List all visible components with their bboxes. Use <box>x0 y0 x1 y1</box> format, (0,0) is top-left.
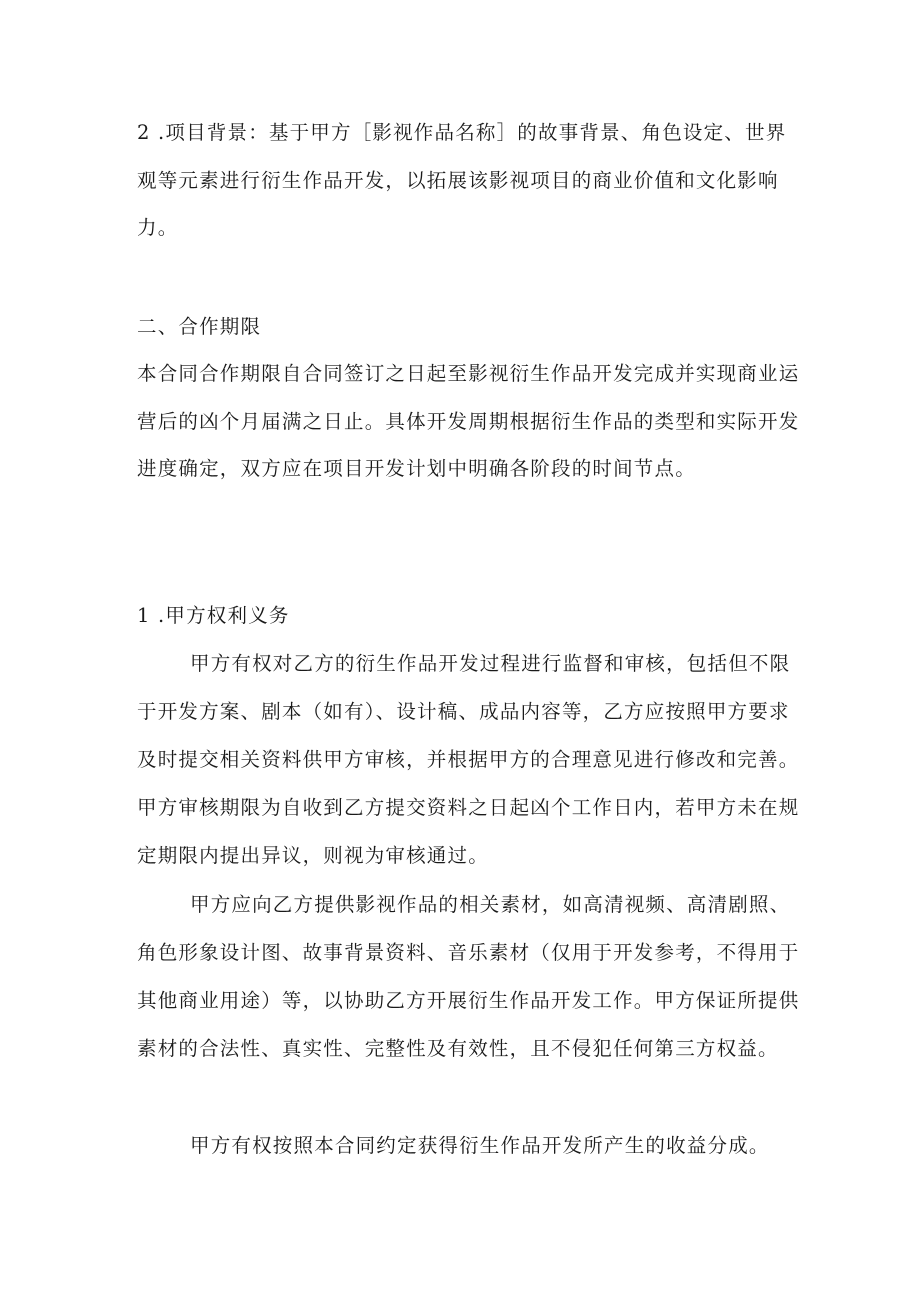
party-a-p1-line-5: 定期限内提出异议，则视为审核通过。 <box>137 844 489 867</box>
party-a-p2-line-1: 甲方应向乙方提供影视作品的相关素材，如高清视频、高清剧照、 <box>190 893 791 916</box>
party-a-heading: 1 .甲方权利义务 <box>137 604 290 627</box>
term-line-2: 营后的凶个月届满之日止。具体开发周期根据衍生作品的类型和实际开发 <box>137 410 800 433</box>
party-a-p2-line-2: 角色形象设计图、故事背景资料、音乐素材（仅用于开发参考，不得用于 <box>137 941 800 964</box>
background-line-1: 2 .项目背景：基于甲方［影视作品名称］的故事背景、角色设定、世界 <box>137 121 787 144</box>
party-a-p1-line-4: 甲方审核期限为自收到乙方提交资料之日起凶个工作日内，若甲方未在规 <box>137 796 800 819</box>
party-a-p1-line-2: 于开发方案、剧本（如有）、设计稿、成品内容等，乙方应按照甲方要求 <box>137 700 790 723</box>
party-a-p1-line-1: 甲方有权对乙方的衍生作品开发过程进行监督和审核，包括但不限 <box>190 652 791 675</box>
term-line-3: 进度确定，双方应在项目开发计划中明确各阶段的时间节点。 <box>137 457 696 480</box>
background-line-2: 观等元素进行衍生作品开发，以拓展该影视项目的商业价值和文化影响 <box>137 169 779 192</box>
section-heading-term: 二、合作期限 <box>137 315 262 338</box>
party-a-p1-line-3: 及时提交相关资料供甲方审核，并根据甲方的合理意见进行修改和完善。 <box>137 748 800 771</box>
party-a-p2-line-3: 其他商业用途）等，以协助乙方开展衍生作品开发工作。甲方保证所提供 <box>137 989 800 1012</box>
term-line-1: 本合同合作期限自合同签订之日起至影视衍生作品开发完成并实现商业运 <box>137 362 800 385</box>
party-a-p2-line-4: 素材的合法性、真实性、完整性及有效性，且不侵犯任何第三方权益。 <box>137 1037 779 1060</box>
background-line-3: 力。 <box>137 216 179 239</box>
party-a-p3: 甲方有权按照本合同约定获得衍生作品开发所产生的收益分成。 <box>190 1134 770 1157</box>
